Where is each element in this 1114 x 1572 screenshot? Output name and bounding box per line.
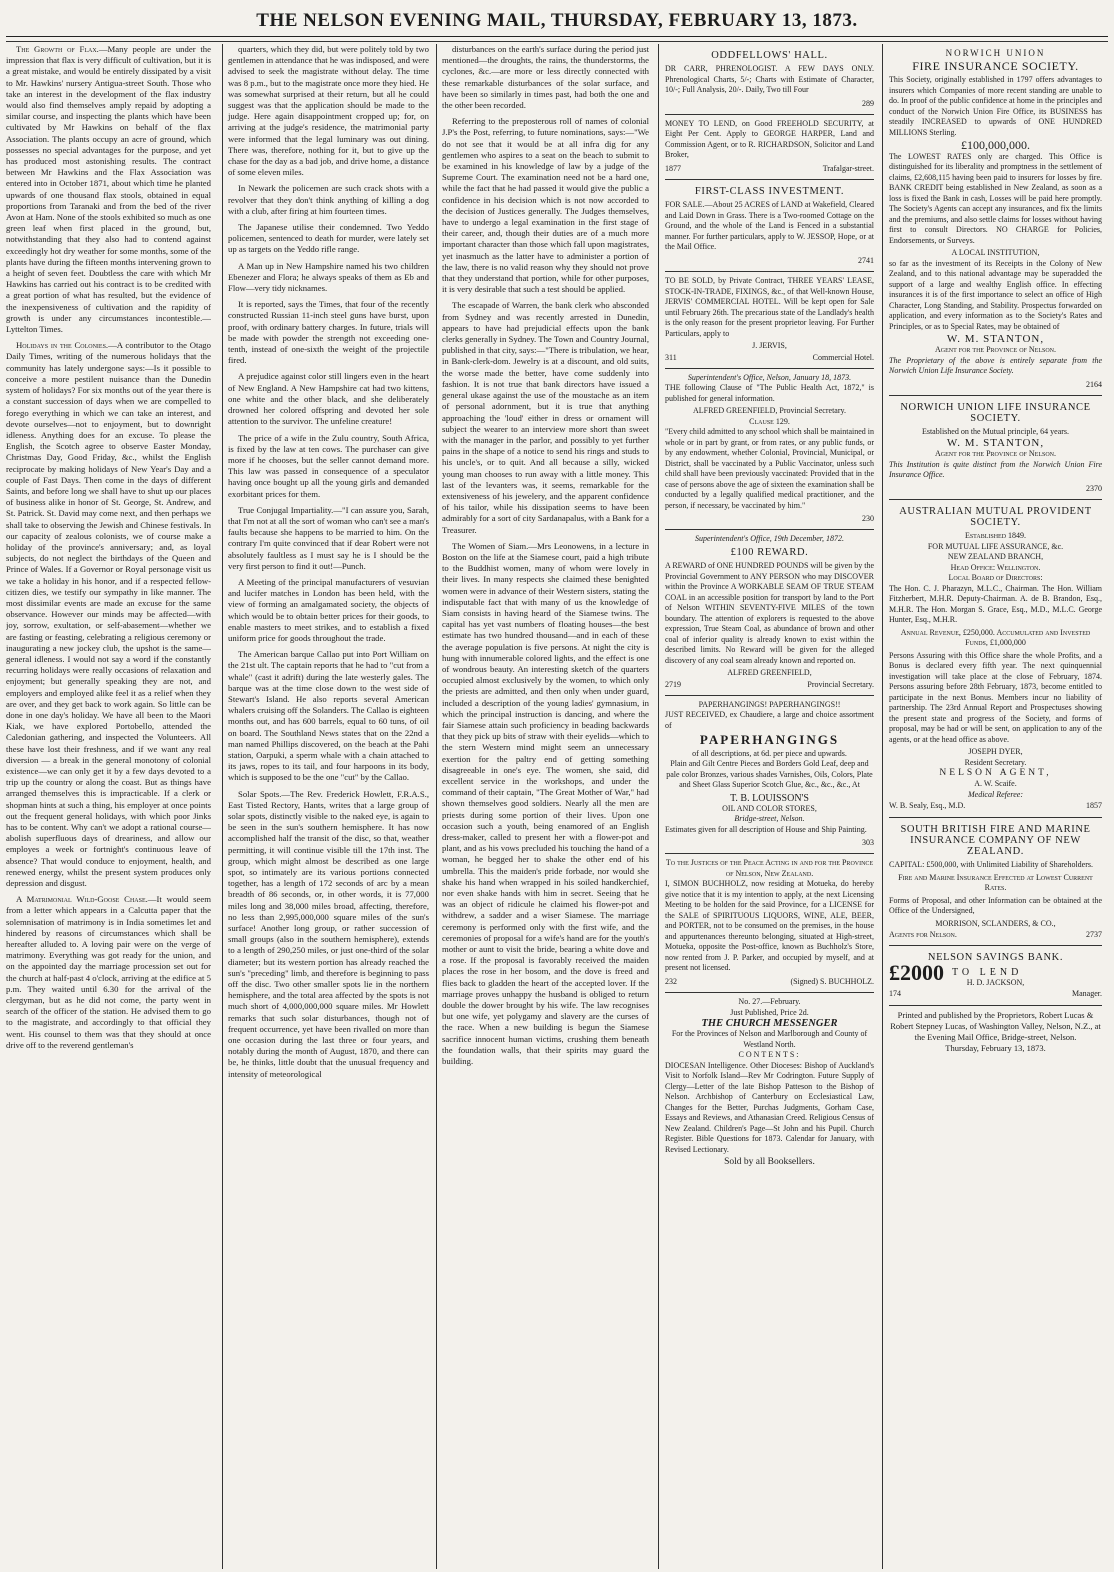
ad-number: 232 (665, 976, 677, 986)
ad-norwich-fire (889, 44, 1102, 396)
article-holidays (6, 340, 211, 889)
article-justices: Referring to the preposterous roll of names of colonial J.P's the Post, referring, to future nominations, says:—"We do not see that it would be at all infra dig for any gentlemen who aspires to a seat on the beach to submit to be examined in his knowledge of law by a judge of the Supreme Court. The examination need not be a hard one, while the fact that he had passed it would give the public a confidence in his decision which is not now accorded to the decision of Justices generally. The Judges themselves, have to undergo a legal examination in the first stage of their career, and, though their duties are of a much more important character than those which fall upon magistrates, yet inasmuch as the latter have to administer a portion of the law, there is no valid reason why they should not prove that they understand that portion, while for other purposes, it is very desirable that such a test should be applied. (442, 116, 649, 295)
ad-licensing (665, 854, 874, 993)
article-conjugal: True Conjugal Impartiality.—"I can assure you, Sarah, that I'm not at all the sort of woman who can't see a man's faults because she happens to be married to him. On the contrary I'm quite convinced that if dear Robert were not absolutely faultless as I must say he is I should be the very first person to find it out!—Punch. (228, 504, 429, 571)
article-title: The Growth of Flax. (16, 44, 99, 54)
ad-revenue: Annual Revenue, £250,000. Accumulated and Invested Funds, £1,000,000 (900, 627, 1091, 648)
ad-body: MONEY TO LEND, on Good FREEHOLD SECURITY, at Eight Per Cent. Apply to GEORGE HARPER, Land and Commission Agent, or to R. RICHARDSON, Solicitor and Land Broker, (665, 118, 874, 160)
ad-agent-title: NELSON AGENT, (939, 768, 1052, 779)
ad-display-title: PAPERHANGINGS (699, 732, 840, 748)
ad-paperhangings (665, 696, 874, 855)
ad-published: Just Published, Price 2d. (730, 1007, 809, 1017)
ad-signature: ALFRED GREENFIELD, (727, 668, 812, 678)
ad-public-health (665, 369, 874, 531)
ad-role: Manager. (1072, 989, 1102, 999)
ad-title: £100 REWARD. (730, 546, 809, 558)
article-russian-guns: It is reported, says the Times, that four of the recently constructed Russian 11-inch steel guns have burst, upon proof, with ordinary battery charges. In future, trials will be made with powder the strength not exceeding one-tenth, instead of one-sixth the weight of the projectile fired. (228, 299, 429, 366)
ad-role: Agents for Nelson. (889, 930, 957, 940)
ad-body: TO BE SOLD, by Private Contract, THREE YEARS' LEASE, STOCK-IN-TRADE, FIXINGS, &c., of that Well-known House, JERVIS' COMMERCIAL HOTEL. Will be kept open for Sale until February 26th. The precarious state of the Landlady's health is the only reason for the present proprietor leaving. For Further Particulars, apply to (665, 276, 874, 338)
ad-church-messenger (665, 993, 874, 1173)
ad-number: 2737 (1086, 930, 1102, 940)
ad-title: FIRST-CLASS INVESTMENT. (694, 186, 845, 198)
article-callao: The American barque Callao put into Port William on the 21st ult. The captain reports that he had to "cut from a whale" (cast it adrift) during the late westerly gales. The barque was at the time close down to the west side of Stewart's Island. He also reports several American whalers cruising off the Solanders. The Callao is eighteen months out, and has 600 barrels, equal to 60 tuns, of oil on board. The Southland News states that on the 22nd a man named Phillips discovered, on the beach at the Pahi station, Oarpuki, a sperm whale with a chain attached to its jaws, ropes to its tail, and four harpoons in its body, which is supposed to be the one "cut" by the Callao. (228, 649, 429, 783)
article-continued: quarters, which they did, but were politely told by two gentlemen in attendance that he was indisposed, and were advised to seek the magistrate without delay. The time was 8 p.m., but to the magistrate once more they hied. He was somewhat surprised at their return, but all he could suggest was that the application should be made to the judge. Here again disappointment cropped up; for, on arriving at the judge's residence, the matrimonial party were informed that the legal luminary was out dining. There was, therefore, nothing for it, but to give up the chase for the day as a bad job, and drive home, a distance of some eleven miles. (228, 44, 429, 178)
article-flax (6, 44, 211, 335)
ad-footer: Sold by all Booksellers. (724, 1157, 815, 1168)
ad-capital: CAPITAL: £500,000, with Unlimited Liability of Shareholders. (889, 860, 1094, 870)
ad-body: JUST RECEIVED, ex Chaudiere, a large and choice assortment of (665, 710, 874, 730)
ad-signature: JOSEPH DYER, (968, 747, 1023, 757)
ad-note: The Proprietary of the above is entirely separate from the Norwich Union Life Insurance Society. (889, 355, 1102, 376)
ad-coal-reward (665, 530, 874, 695)
ad-established: Established 1849. (964, 531, 1027, 541)
ad-role: Resident Secretary. (964, 757, 1027, 767)
ad-number: 230 (862, 514, 874, 524)
masthead-title: THE NELSON EVENING MAIL, THURSDAY, FEBRUARY 13, 1873. (256, 10, 858, 31)
article-matches: A Meeting of the principal manufacturers of vesuvian and lucifer matches in London has been held, with the view of forming an amalgamated society, the objects of which would be to obtain better prices for their goods, to enable masters to meet strikes, and to establish a fixed uniform price for goods throughout the trade. (228, 576, 429, 643)
ad-money-to-lend (665, 115, 874, 180)
ad-store: T. B. LOUISSON'S (730, 792, 809, 804)
imprint-date: Thursday, February 13, 1873. (945, 1042, 1046, 1053)
ad-savings-bank (889, 946, 1102, 1005)
ad-body: Fire and Marine Insurance Effected at Lowest Current Rates. (898, 872, 1093, 893)
ad-clause: Clause 129. (749, 416, 790, 426)
ad-agent: W. M. STANTON, (946, 333, 1045, 346)
article-women-of-siam: The Women of Siam.—Mrs Leonowens, in a lecture in Boston on the life at the Siamese court, paid a high tribute to the Buddhist women, many of whom were lovely in their lives. In many respects she claimed these benighted women were in advance of their Western sisters, stating the indisputable fact that with many of us the knowledge of Siam consists in having heard of the Siamese twins. The capital has yet vast numbers of floating houses—the best estimate has two hundred thousand—and in each of these the average population is five persons. At night the city is hung with innumerable colored lights, and the effect is one of wondrous beauty. An interesting sketch of the quarters occupied almost exclusively by the women, to which only the priests are admitted, and then only when under guard, included a description of the young ladies' gymnasium, in which the principal instruction is dancing, and where the fair Siamese attain such proficiency in beading backwards that they pick up bits of straw with their eyelids—which to the stern Western mind might seem an unnecessary exertion for the paltry end of getting something disagreeable in one's eye. The women, she said, did excellent service in the workshops, and under the command of their captain, "The Great Mother of War," had shown themselves good soldiers. Nearly all the men are priests during some portion of their lives. Upon one occasion such a youth, being enamored of an English dress-maker, called to present her with a flower-pot and plant, and as his vows precluded his touching the hand of a woman, he begged her to shake the other end of his umbrella. This the maiden's pride forbade, nor would she shake his hand when wrapped in his soiled handkerchief, nor even shake hands with him in secret. Seeing that he was an object of ridicule he claimed his flower-pot and withdrew, a sadder and a wiser Siamese. The marriage ceremony is performed only with the first wife, and the ceremonies of proposal for a wife's hand are for the youth's mother or aunt to visit the bride, bearing a white dove and a rose. If the proposal is favorably received the maiden places the rose in her bosom, and the dove is freed and flies back to gladden the heart of the accepted lover. If the marriage proves unhappy the husband is obliged to return double the dower brought by his wife. The law recognises but one wife, yet polygamy and slavery are the curses of the race. When a new building is begun the Siamese sacrifice innocent human victims, crushing them beneath the foundation walls, that their spirits may guard the building. (442, 540, 649, 1067)
article-prejudice: A prejudice against color still lingers even in the heart of New England. A New Hampshire cat had two kittens, one white and the other black, and she deliberately drowned her colored offspring and devoted her sole attention to the survivor. The unfeline creature! (228, 371, 429, 427)
ad-body: DR CARR, PHRENOLOGIST. A FEW DAYS ONLY. Phrenological Charts, 5/-; Charts with Estimate of Character, 10/-; Full Analysis, 20/-. Daily, Two till Four (665, 64, 874, 95)
ad-signature: ALFRED GREENFIELD, Provincial Secretary. (692, 406, 846, 416)
ad-address: Commercial Hotel. (812, 352, 874, 362)
ad-header: PAPERHANGINGS! PAPERHANGINGS!! (698, 699, 841, 709)
ad-body: Established on the Mutual principle, 64 years. (921, 427, 1070, 437)
ad-body: The LOWEST RATES only are charged. This Office is distinguished for its liberality and promptness in the settlement of claims, £2,608,115 having been paid to insurers for losses by fire. BANK CREDIT being established in New Zealand, as soon as a loss is fixed the Bank in cash, Losses will be paid here promptly. The Society's Agents can accept any insurances, and fix the limits and the premiums, and also settle claims for losses without having first to consult Directors. NO CHARGE for Policies, Endorsements, or Surveys. (889, 151, 1102, 245)
article-zulu: The price of a wife in the Zulu country, South Africa, is fixed by the law at ten cows. The purchaser can give more if he chooses, but the seller cannot demand more. This law was passed in consequence of a speculator having once bought up all the young girls and demanded exorbitant prices for them. (228, 432, 429, 499)
ad-amp-society (889, 500, 1102, 818)
ad-signature: H. D. JACKSON, (966, 977, 1025, 987)
ad-directors: The Hon. C. J. Pharazyn, M.L.C., Chairman. The Hon. William Fitzherbert, M.H.R. Deputy-Chairman. A. de B. Brandon, Esq., M.H.R. The Hon. Morgan S. Grace, Esq., M.D., M.L.C. George Hunter, Esq., M.H.R. (889, 583, 1102, 625)
ad-address: Trafalgar-street. (822, 163, 874, 173)
article-japanese: The Japanese utilise their condemned. Two Yeddo policemen, sentenced to death for murder, were lately set up as targets on the Yeddo rifle range. (228, 222, 429, 255)
ad-title: FIRE INSURANCE SOCIETY. (912, 59, 1079, 74)
ad-store-sub: OIL AND COLOR STORES, (722, 803, 817, 813)
imprint (889, 1010, 1102, 1054)
ad-agent: A. W. Scaife. (974, 779, 1017, 789)
ad-jervis-hotel (665, 272, 874, 369)
article-continued: disturbances on the earth's surface during the period just mentioned—the droughts, the rains, the thunderstorms, the cyclones, &c.—are more or less directly connected with these remarkable disturbances of the solar surface, and have been so similarly in times past, had both the one and the other been recorded. (442, 44, 649, 111)
ad-title: NELSON SAVINGS BANK. (927, 952, 1064, 964)
ad-number: 311 (665, 352, 677, 362)
ad-body: I, SIMON BUCHHOLZ, now residing at Motueka, do hereby give notice that it is my intention to apply, at the next Licensing Meeting to be holden for the said Province, for a LICENSE for the SALE of SPIRITUOUS LIQUORS, WINE, ALE, BEER, and PORTER, not to be consumed on the premises, in the house and appurtenances thereunto belonging, situated at High-street, Motueka, opposite the Post-office, known as Buchholz's Store, now rented from J. P. Parker, and occupied by myself, and at present not licensed. (665, 879, 874, 973)
ad-role: Agent for the Province of Nelson. (934, 449, 1056, 459)
ad-investment (665, 180, 874, 272)
ad-body: A REWARD of ONE HUNDRED POUNDS will be given by the Provincial Government to ANY PERSON who may DISCOVER within the Province A WORKABLE SEAM OF TRUE STEAM COAL in an accessible position for transport by land to the Port of Nelson WITHIN SEVENTY-FIVE MILES of the town boundary. The attention of explorers is requested to the above expression, True Steam Coal, as abundance of brown and other coal of inferior quality is already known to exist within the described limits. No Reward will be given for the alleged discovery of any coal seam already known and reported on. (665, 561, 874, 665)
ad-clause-text: "Every child admitted to any school which shall be maintained in whole or in part by grant, or from rates, or any public funds, or by any endowment, whether Colonial, Provincial, Municipal, or District, shall be vaccinated by a Public Vaccinator, unless such child shall have been previously vaccinated: Provided that in the case of persons above the age of sixteen the examination shall be conducted by a legally qualified medical practitioner, and the person, if necessary, be vaccinated by him." (665, 427, 874, 510)
ad-contents: DIOCESAN Intelligence. Other Dioceses: Bishop of Auckland's Visit to Norfolk Island—Rev Mr Codrington. Future Supply of Clergy—Letter of the late Bishop Patteson to the Bishop of Nelson. Archbishop of Canterbury on Ecclesiastical Law, Changes for the Better, Purchas Judgments, Gorham Case, Essays and Reviews, and Athanasian Creed. Religious Census of New Zealand. Children's Page—St John and his Pupil. Church Register. Bible Questions for 1873. Calendar for January, with Revised Lectionary. (665, 1060, 874, 1154)
ad-subtitle: A LOCAL INSTITUTION, (951, 248, 1040, 258)
article-solar-spots: Solar Spots.—The Rev. Frederick Howlett, F.R.A.S., East Tisted Rectory, Hants, writes that a large group of solar spots, distinctly visible to the naked eye, is again to be seen in the sun's southern hemisphere. It has now accomplished half the transit of the disc, so that, weather permitting, it will continue visible till the 17th inst. The group, which might almost be described as one large spot, so intimately are its various portions connected together, has a length of 172 seconds of arc by a mean breadth of 86 seconds, or, in other words, it is 77,000 miles long and 38,000 miles broad, affecting, therefore, no less than 2,995,000,000 square miles of the sun's surface! Another long group, or rather succession of small groups (also in the southern hemisphere), extends to a length of 290,250 miles, or just one-third of the solar diameter; but its western portion has already reached the sun's "preceding" limb, and therefore is beginning to pass off the disc. Two other smaller spots lie in the northern hemisphere, and the total area affected by the spots is not much short of 4,000,000,000 square miles. Mr Howlett remarks that such solar disturbances, though not of frequent occurrence, yet have been rivalled on more than one occasion during the last three or four years, and notably during the month of August, 1870, and there can be, he thinks, little doubt that the unusual frequency and intensity of meteorological (228, 788, 429, 1079)
ad-signature: (Signed) S. BUCHHOLZ. (790, 976, 874, 986)
ad-title: AUSTRALIAN MUTUAL PROVIDENT SOCIETY. (899, 505, 1092, 529)
column-3 (436, 44, 654, 1569)
ad-header: NORWICH UNION (945, 48, 1046, 58)
ad-header: Superintendent's Office, 19th December, 1872. (694, 534, 844, 544)
ad-role: Provincial Secretary. (807, 679, 874, 689)
ad-body: FOR SALE.—About 25 ACRES of LAND at Wakefield, Cleared and Laid Down in Grass. There is a Two-roomed Cottage on the Ground, and the whole of the Land is Fenced in a substantial manner. For further particulars, apply to W. JESSOP, Hope, or at the Mail Office. (665, 200, 874, 252)
article-newark: In Newark the policemen are such crack shots with a revolver that they don't think anything of killing a dog with a club, after firing at him fourteen times. (228, 183, 429, 216)
article-new-hampshire: A Man up in New Hampshire named his two children Ebenezer and Flora; he always speaks of them as Eb and Flow—very tidy nicknames. (228, 260, 429, 294)
ad-south-british (889, 818, 1102, 947)
ad-subtitle: of all descriptions, at 6d. per piece and upwards. (692, 748, 847, 758)
ad-signature: J. JERVIS, (752, 341, 787, 351)
ad-header: No. 27.—February. (738, 997, 801, 1007)
ad-number: 1877 (665, 163, 681, 173)
article-title: A Matrimonial Wild-Goose Chase. (16, 894, 148, 905)
article-body: —It would seem from a letter which appears in a Calcutta paper that the solemnisation of matrimony is in India sometimes let and hindered by reasons of circumstances which shall be hereafter alluded to. A loving pair were on the verge of matrimony. Everything was got ready for the union, and on the appointed day the marriage procession set out for the church at half-past 4 o'clock, arriving at the edifice at 5 p.m. They waited until 6.30 for the arrival of the clergyman, but as he did not come, the party went in search of the officer of the station. He advised them to go to the magistrate, and accordingly to that official they went. His counsel to them was that they should at once drive off to the reverend gentleman's (6, 894, 211, 1050)
ad-oddfellows (665, 44, 874, 115)
ad-note: Estimates given for all description of House and Ship Painting. (665, 824, 867, 834)
ad-note: This Institution is quite distinct from the Norwich Union Fire Insurance Office. (889, 459, 1102, 480)
ad-header: To the Justices of the Peace Acting in and for the Province of Nelson, New Zealand. (665, 858, 874, 878)
ad-number: 174 (889, 989, 901, 999)
ad-address: Bridge-street, Nelson. (734, 814, 805, 824)
ad-body: Forms of Proposal, and other Information can be obtained at the Office of the Undersigned, (889, 895, 1102, 916)
ad-body: so far as the investment of its Receipts in the Colony of New Zealand, and to this national advantage may be superadded the support of a large and wealthy English office. In effecting insurances it is of the first importance to select an office of High Character, Long Standing, and Stability. Prospectus forwarded on application, and every information as to the Society's Rates and Principles, or as to Special Rates, may be obtained of (889, 258, 1102, 331)
ad-number: 303 (862, 838, 874, 848)
ad-amount: £100,000,000. (961, 138, 1030, 153)
article-wild-goose-chase (6, 894, 211, 1051)
imprint-text: Printed and published by the Proprietors, Robert Lucas & Robert Stepney Lucas, of Washington Valley, Nelson, N.Z., at the Evening Mail Office, Bridge-street, Nelson. (890, 1009, 1101, 1042)
ad-title: THE CHURCH MESSENGER (701, 1018, 838, 1030)
ad-amount: £2000 (889, 959, 944, 985)
ad-norwich-life (889, 396, 1102, 500)
ad-body: This Society, originally established in 1797 offers advantages to insurers which Companies of more recent standing are unable to do. In proof of the public confidence at home in the principles and conduct of the Norwich Union Fire Office, its BUSINESS has steadily INCREASED to upwards of ONE HUNDRED MILLIONS Sterling. (889, 75, 1102, 137)
column-2 (222, 44, 434, 1569)
article-body: —Many people are under the impression that flax is very difficult of cultivation, but it is a great mistake, and would be entirely dissipated by a visit to Mr. Hawkins' nursery Antigua-street South. Those who take an interest in the development of the flax industry would also find themselves amply repaid by adopting a similar course, and inspecting the plants which have been cultivated by Mr Hawkins on behalf of the flax Association. The plants occupy an acre of ground, which possesses no special advantages for the purpose, and yet has produced most astonishing results. The contract between Mr Hawkins and the Flax Association was entered into in October 1871, about which time he planted upwards of one thousand flax stools, obtained in equal proportions from Taranaki and from the bed of the river Avon at Ham. None of the stools exhibited so much as one green leaf when first placed in the ground, but, notwithstanding that they also had to contend against exceedingly hot dry weather for some months, some of the plants have during the fifteen months intervening grown to a height of seven feet. Doubtless the care with which Mr Hawkins has carried out his contract is to be credited with a great portion of what has resulted, but the evidence of the inexpensiveness of cultivation and the rapidity of growth is under any circumstances incontestible.—Lyttelton Times. (6, 44, 211, 335)
ad-subtitle: For the Provinces of Nelson and Marlborough and County of Westland North. (671, 1029, 868, 1049)
ad-title: NORWICH UNION LIFE INSURANCE SOCIETY. (900, 402, 1091, 425)
ad-referee: W. B. Sealy, Esq., M.D. (889, 801, 966, 811)
ad-header: Superintendent's Office, Nelson, January 18, 1873. (687, 372, 852, 382)
ad-agent: MORRISON, SCLANDERS, & CO., (935, 918, 1056, 928)
article-warren: The escapade of Warren, the bank clerk who absconded from Sydney and was recently arrested in Dunedin, appears to have had prejudicial effects upon the bank clerks generally in Sydney. The Town and Country Journal, published in that city, says:—"There is tribulation, we hear, in Bank-clerk-dom. Jewelry is at a discount, and old suits, the worse made the better, have come suddenly into fashion. It is not true that bank directors have issued a general ukase against the use of the moustache as an item of personal adornment, but it is true that anything approaching the 'loud' either in dress or ornament will subject the wearer to an interview more short than sweet with the manager in the parlor, and possibly to yet further pains in the shape of a notice to send his rings and studs to his uncle's, or to quit. And all because a silly, wicked young man chooses to run away with a little money. This last of the levanters was, it seems, remarkable for the extensiveness of his jewelery, and the apparent confidence of his tailor, while his dissipation seems to have been admirably for a sort of city Sardanapalus, with a Bank for a Treasurer. (442, 300, 649, 535)
ad-contents-label: CONTENTS: (738, 1050, 801, 1060)
ad-subtitle: FOR MUTUAL LIFE ASSURANCE, &c. (927, 541, 1064, 551)
ad-branch: NEW ZEALAND BRANCH, (947, 552, 1044, 562)
ad-board-label: Local Board of Directors: (948, 573, 1043, 583)
ad-number: 2164 (1086, 379, 1102, 389)
ad-office: Head Office: Wellington. (950, 562, 1041, 572)
masthead-rule (6, 39, 1108, 42)
ad-agent: W. M. STANTON, (946, 436, 1045, 449)
article-title: Holidays in the Colonies. (16, 340, 109, 351)
ad-lend: TO LEND (952, 966, 1023, 978)
ad-number: 1857 (1086, 801, 1102, 811)
ad-body: THE following Clause of "The Public Health Act, 1872," is published for general information. (665, 383, 874, 403)
ad-number: 2719 (665, 679, 681, 689)
column-1 (6, 44, 216, 1569)
article-body: —A contributor to the Otago Daily Times, writing of the numerous holidays that the community has lately undergone says:—Is it possible to conceive a more pestilent nuisance than the Dunedin system of holidays? For six months out of the year there is a constant succession of days when we are compelled to forego everything in which we can take an interest, and devote ourselves—not to enjoyment, but to downright idleness. Anything does for an excuse. To please the English, the Scotch agree to observe Easter Monday, Christmas Day, Good Friday, &c., whilst the English reciprocate by making holidays of New Year's Day and a couple of Fast Days. Then come in the days of different Saints, and before long we shall have to shut up our places of business alike in honor of St. George, St. Andrew, and St. Patrick. St. David may come next, and then perhaps we shall take to observing the Jewish and Chinese festivals. In our capacity of zealous colonists, we of course make a holiday of the province's anniversary; and, as loyal subjects, do not neglect the birthdays of the Queen and Prince of Wales. If a Governor or Royal personage visit us we take a holiday in his honor, and if a respected fellow-citizen dies, we testify our sympathy in like manner. The most dissimilar events are made an excuse for the same observance. However our minds may be affected—with joy, sorrow, exultation, or self-abasement—whether we are fasting or feasting, celebrating a religious ceremony or inaugurating a new jockey club, the upshot is the same—general idleness. I would not say a word if the constantly recurring holidays were really occasions of relaxation and enjoyment; but generally speaking they are not, and employers and employed alike feel it as a relief when they are over, and they get back to work again. So little can be done in one day's holiday. We have all been to the Maori Kiak, we have explored Portobello, attended the Caledonian gathering, and inspected the Volunteers. All these have lost their freshness, and if we want any real diversion — a break in the general monotony of colonial existence—we can only get it by a few days devoted to a trip up the country or along the coast. But as things have arranged themselves this is impracticable. If a clerk or shopman hints at such a thing, his employer at once points out the frequent general holidays, with which poor Jinks has to be content. Why can't we adopt a rational course—abolish superfluous days of dreariness, and allow our employes a week or fortnight's continuous leave of absence? That would conduce to enjoyment, health, and renewed energy, whilst the present system produces only depression and disgust. (6, 340, 211, 889)
column-5 (882, 44, 1108, 1569)
ad-number: 2741 (858, 255, 874, 265)
ad-number: 2370 (1086, 483, 1102, 493)
ad-referee-label: Medical Referee: (967, 789, 1023, 799)
ad-body: Persons Assuring with this Office share the whole Profits, and a Bonus is declared every fifth year. The next quinquennial investigation will take place at the close of February, 1874. Persons assuring before 28th February, 1873, become entitled to participate in the next Bonus. Members incur no liability of partnership. The 23rd Annual Report and Prospectuses showing the present state and progress of the Society, and forms of proposal, may be had or will be sent, on application to any of the agents, or at the head office as above. (889, 650, 1102, 744)
columns (6, 44, 1108, 1569)
ad-role: Agent for the Province of Nelson. (934, 345, 1056, 355)
column-4 (658, 44, 880, 1569)
ad-number: 289 (862, 98, 874, 108)
masthead (6, 4, 1108, 37)
ad-title: SOUTH BRITISH FIRE AND MARINE INSURANCE COMPANY OF NEW ZEALAND. (900, 823, 1091, 858)
ad-title: ODDFELLOWS' HALL. (711, 50, 828, 61)
ad-list: Plain and Gilt Centre Pieces and Borders Gold Leaf, deep and pale color Bronzes, various shades Varnishes, Oils, Colors, Plate and Sheet Glass Superior Scotch Glue, &c., &c., &c., At (666, 759, 873, 790)
